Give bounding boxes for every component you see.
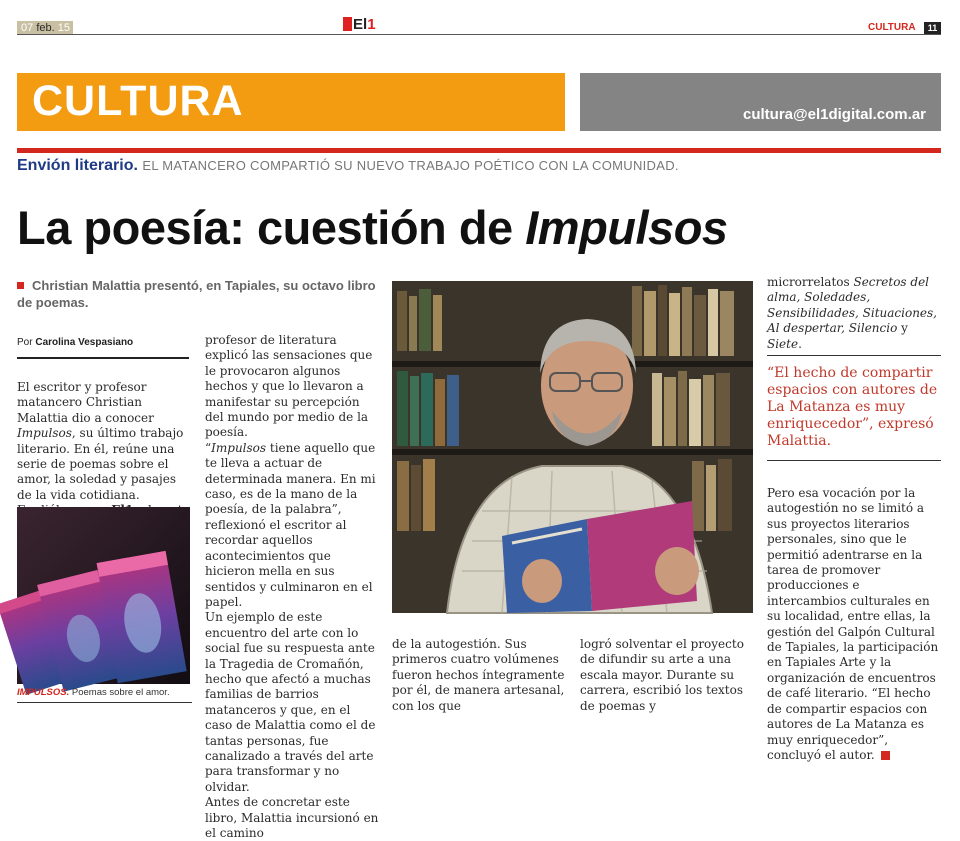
col2-text: tiene aquello que te lleva a actuar de determinada manera. En mi caso, es de la mano de la poesía, de la palabra”, reflexionó el escritor al recordar aquellos acontecimientos que hicieron mella en sus sentidos y culminaron en el papel. <box>205 440 376 609</box>
col4-text: y <box>897 321 908 336</box>
top-divider <box>17 34 941 35</box>
col2-book-title: Impulsos <box>211 440 267 455</box>
col4-text: . <box>798 336 802 351</box>
col1-text: El escritor y profesor matancero Christian Malattia dio a conocer <box>17 380 154 425</box>
headline <box>17 200 728 255</box>
headline-plain: La poesía: cuestión de <box>17 201 526 254</box>
book-covers-image <box>17 507 190 684</box>
col4-book-title: Siete <box>767 336 799 351</box>
body-column-4b <box>767 486 941 763</box>
author-reading-image <box>392 281 753 613</box>
col4-text: microrrelatos <box>767 275 854 289</box>
summary <box>17 277 379 311</box>
issue-date <box>17 21 73 35</box>
logo-number: 1 <box>367 16 376 33</box>
book-covers-photo <box>17 507 190 684</box>
date-day: 07 <box>21 22 34 34</box>
col2-paragraph: profesor de literatura explicó las sensaciones que le provocaron algunos hechos y que lo llevaron a manifestar su percepción del mundo por medio de la poesía. <box>205 333 373 440</box>
summary-bullet-icon <box>17 282 24 289</box>
body-column-2 <box>205 333 381 841</box>
caption-title: IMPULSOS. <box>17 687 70 698</box>
photo-caption <box>17 687 192 703</box>
caption-text: Poemas sobre el amor. <box>69 687 170 698</box>
body-column-4 <box>767 275 941 352</box>
col4b-text: Pero esa vocación por la autogestión no se limitó a sus proyectos literarios personales, sino que le permitió adentrarse en la tarea de promover producciones e intercambios culturales en su localidad, entre ellas, la gestión del Galpón Cultural de Tapiales, la participación en Tapiales Arte y la organización de encuentros de café literario. “El hecho de compartir espacios con autores de La Matanza es muy enriquecedor”, concluyó el autor. <box>767 486 939 762</box>
date-year: 15 <box>57 22 70 34</box>
email-banner <box>580 73 941 131</box>
summary-text: Christian Malattia presentó, en Tapiales, su octavo libro de poemas. <box>17 278 376 310</box>
headline-italic: Impulsos <box>525 201 728 254</box>
kicker <box>17 157 679 175</box>
page-number: 11 <box>924 22 941 34</box>
byline <box>17 337 189 359</box>
col2-paragraph: Antes de concretar este libro, Malattia incursionó en el camino <box>205 795 379 840</box>
masthead-logo <box>343 17 376 33</box>
col4-book-titles: Secretos del alma, Soledades, Sensibilidades, Situaciones, Al despertar, Silencio <box>767 275 937 336</box>
running-section: CULTURA <box>868 22 916 33</box>
col1-book-title: Impulsos <box>17 426 72 441</box>
col1-text: , su último trabajo literario. En él, reúne una serie de poemas sobre el amor, la soledad y pasajes de la vida cotidiana. <box>17 426 184 502</box>
section-banner <box>17 73 565 131</box>
date-month: feb. <box>36 22 55 34</box>
author-photo <box>392 281 753 613</box>
body-column-3a: de la autogestión. Sus primeros cuatro volúmenes fueron hechos íntegramente por él, de manera artesanal, con los que <box>392 637 565 713</box>
pull-quote: “El hecho de compartir espacios con autores de La Matanza es muy enriquecedor”, expresó Malattia. <box>767 355 941 461</box>
logo-text: El <box>353 16 368 33</box>
byline-author: Carolina Vespasiano <box>35 337 134 348</box>
section-title: CULTURA <box>32 77 244 125</box>
end-mark-icon <box>881 751 890 760</box>
col2-text: “ <box>205 440 212 455</box>
kicker-text: EL MATANCERO COMPARTIÓ SU NUEVO TRABAJO POÉTICO CON LA COMUNIDAD. <box>142 158 679 173</box>
logo-mark-icon <box>343 17 352 31</box>
byline-prefix: Por <box>17 337 36 348</box>
kicker-lead: Envión literario. <box>17 157 138 174</box>
red-divider <box>17 148 941 153</box>
body-column-3b: logró solventar el proyecto de difundir su arte a una escala mayor. Durante su carrera, escribió los textos de poemas y <box>580 637 744 713</box>
section-email: cultura@el1digital.com.ar <box>742 106 926 123</box>
col2-paragraph: Un ejemplo de este encuentro del arte con lo social fue su respuesta ante la Tragedia de Cromañón, hecho que afectó a muchas familias de barrios matanceros y que, en el caso de Malattia como el de tantas personas, fue canalizado a través del arte para transformar y no olvidar. <box>205 610 376 794</box>
